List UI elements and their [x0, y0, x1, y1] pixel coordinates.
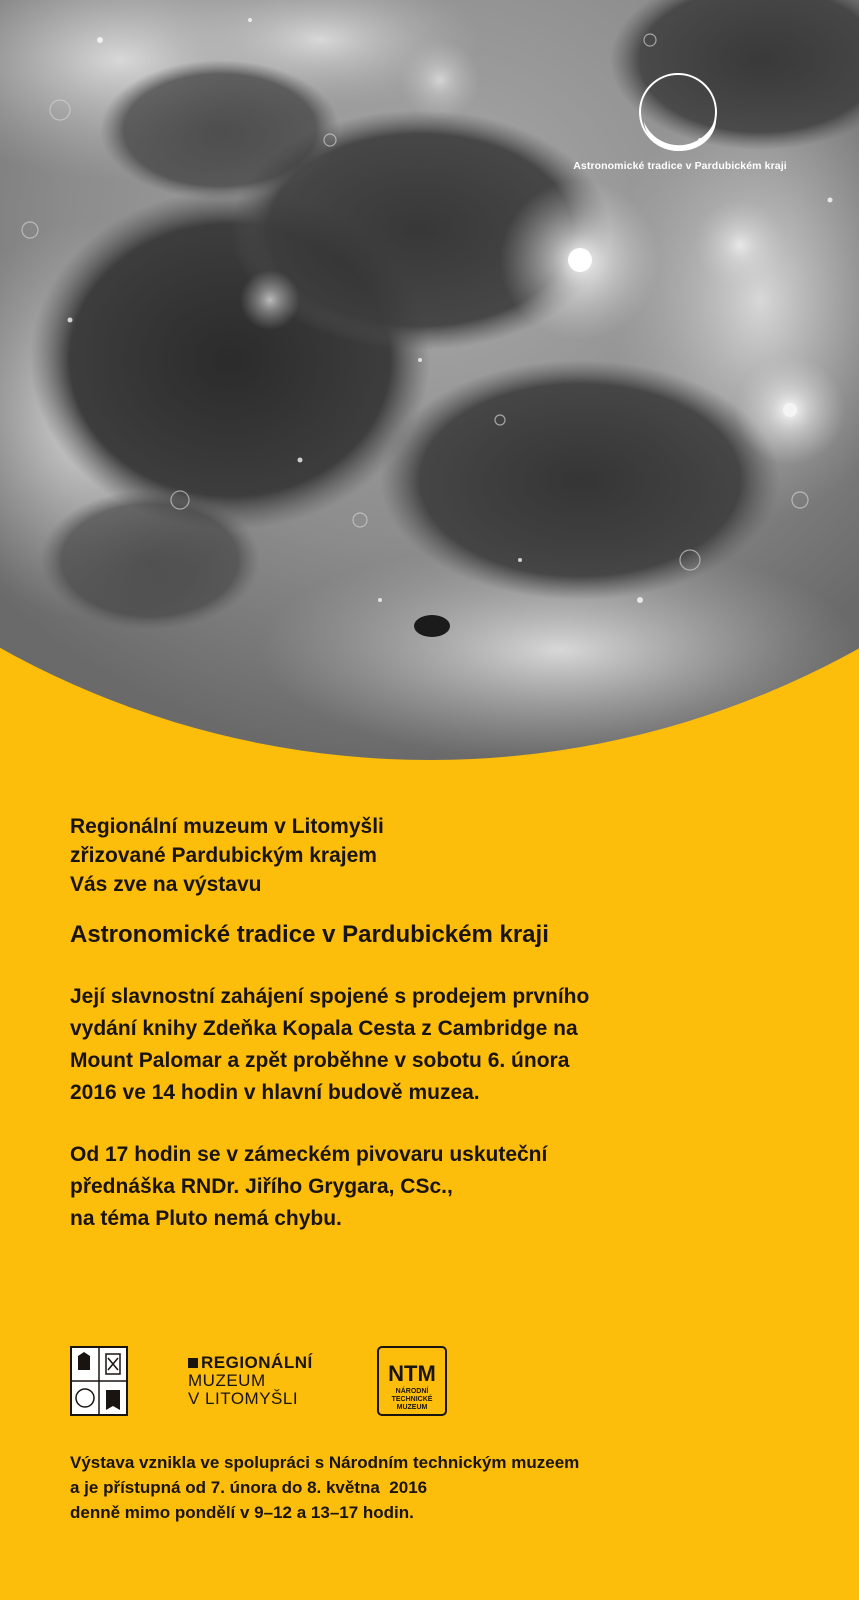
museum-logo-line: MUZEUM: [188, 1371, 266, 1390]
organizer-line: zřizované Pardubickým krajem: [70, 844, 377, 867]
organizer-line: Vás zve na výstavu: [70, 873, 262, 896]
invitation-text: [70, 812, 790, 1235]
paragraph-line: na téma Pluto nemá chybu.: [70, 1207, 342, 1230]
paragraph-line: přednáška RNDr. Jiřího Grygara, CSc.,: [70, 1175, 453, 1198]
museum-logo-line: V LITOMYŠLI: [188, 1389, 299, 1408]
footer-line: denně mimo pondělí v 9–12 a 13–17 hodin.: [70, 1503, 414, 1522]
lecture-paragraph: [70, 1139, 790, 1235]
museum-logo-line: REGIONÁLNÍ: [188, 1354, 313, 1372]
exhibition-title: Astronomické tradice v Pardubickém kraji: [70, 921, 549, 948]
ntm-logo-mark: [377, 1346, 447, 1416]
crescent-moon-icon: [632, 70, 724, 158]
pardubice-region-crest-icon: [70, 1346, 128, 1416]
ntm-text: NÁRODNÍ: [395, 1388, 429, 1395]
paragraph-line: Její slavnostní zahájení spojené s prodejem prvního: [70, 985, 590, 1008]
paragraph-line: 2016 ve 14 hodin v hlavní budově muzea.: [70, 1081, 480, 1104]
exhibition-logo: [560, 70, 800, 180]
paragraph-line: vydání knihy Zdeňka Kopala Cesta z Cambridge na: [70, 1017, 578, 1040]
footer-line: Výstava vznikla ve spolupráci s Národním technickým muzeem: [70, 1453, 580, 1472]
opening-paragraph: [70, 981, 790, 1109]
ntm-logo: [377, 1346, 447, 1421]
ntm-text: TECHNICKÉ: [391, 1396, 433, 1403]
ntm-text: MUZEUM: [396, 1404, 428, 1411]
organizer-block: [70, 812, 790, 899]
exhibition-info: [70, 1450, 790, 1525]
organizer-line: Regionální muzeum v Litomyšli: [70, 815, 384, 838]
exhibition-logo-caption: Astronomické tradice v Pardubickém kraji: [573, 160, 787, 172]
ntm-mark: NTM: [388, 1361, 436, 1386]
paragraph-line: Mount Palomar a zpět proběhne v sobotu 6. února: [70, 1049, 570, 1072]
partner-logos: [70, 1346, 790, 1418]
regional-museum-logo: [188, 1354, 313, 1408]
footer-line: a je přístupná od 7. února do 8. května 2016: [70, 1478, 428, 1497]
paragraph-line: Od 17 hodin se v zámeckém pivovaru uskuteční: [70, 1143, 548, 1166]
